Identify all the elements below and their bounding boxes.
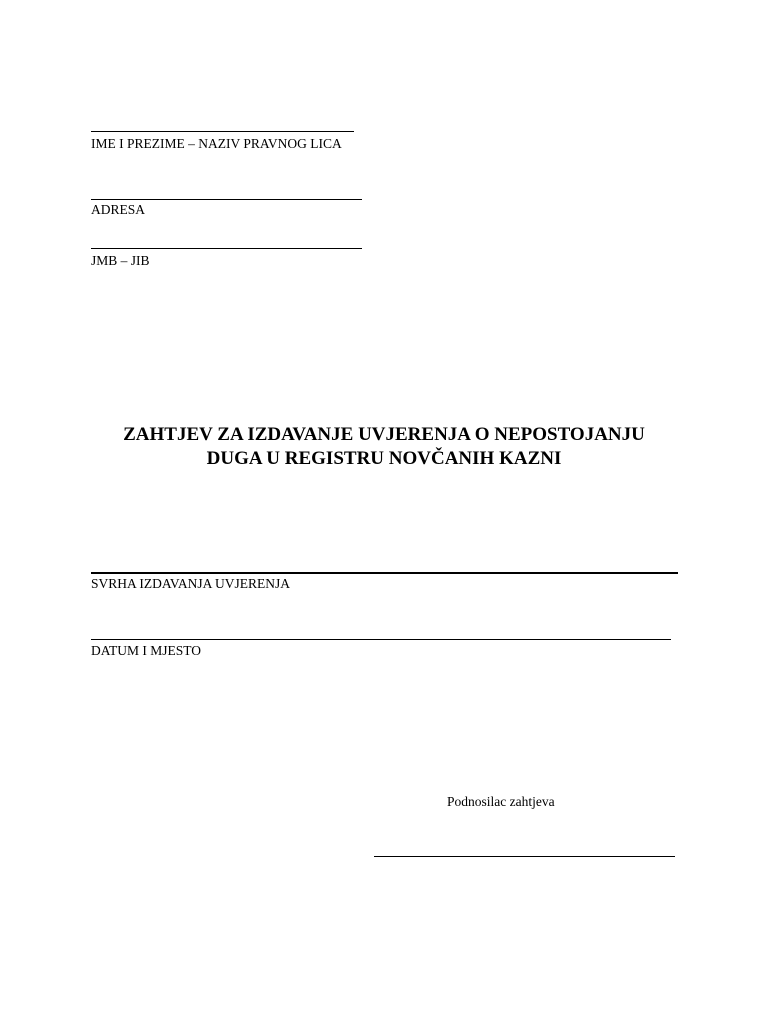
purpose-field-line[interactable] [91, 572, 678, 574]
name-field-line[interactable] [91, 131, 354, 132]
address-field-label: ADRESA [91, 202, 146, 217]
document-title-line-2: DUGA U REGISTRU NOVČANIH KAZNI [206, 448, 562, 469]
address-field-line[interactable] [91, 199, 362, 200]
signature-line[interactable] [374, 856, 675, 857]
name-field-label: IME I PREZIME – NAZIV PRAVNOG LICA [91, 136, 342, 151]
id-field-label: JMB – JIB [91, 253, 150, 268]
purpose-field-label: SVRHA IZDAVANJA UVJERENJA [91, 576, 291, 591]
document-title-line-1: ZAHTJEV ZA IZDAVANJE UVJERENJA O NEPOSTOJANJU [123, 424, 645, 445]
date-place-field-line[interactable] [91, 639, 671, 640]
id-field-line[interactable] [91, 248, 362, 249]
signature-label: Podnosilac zahtjeva [447, 794, 555, 809]
date-place-field-label: DATUM I MJESTO [91, 643, 202, 658]
